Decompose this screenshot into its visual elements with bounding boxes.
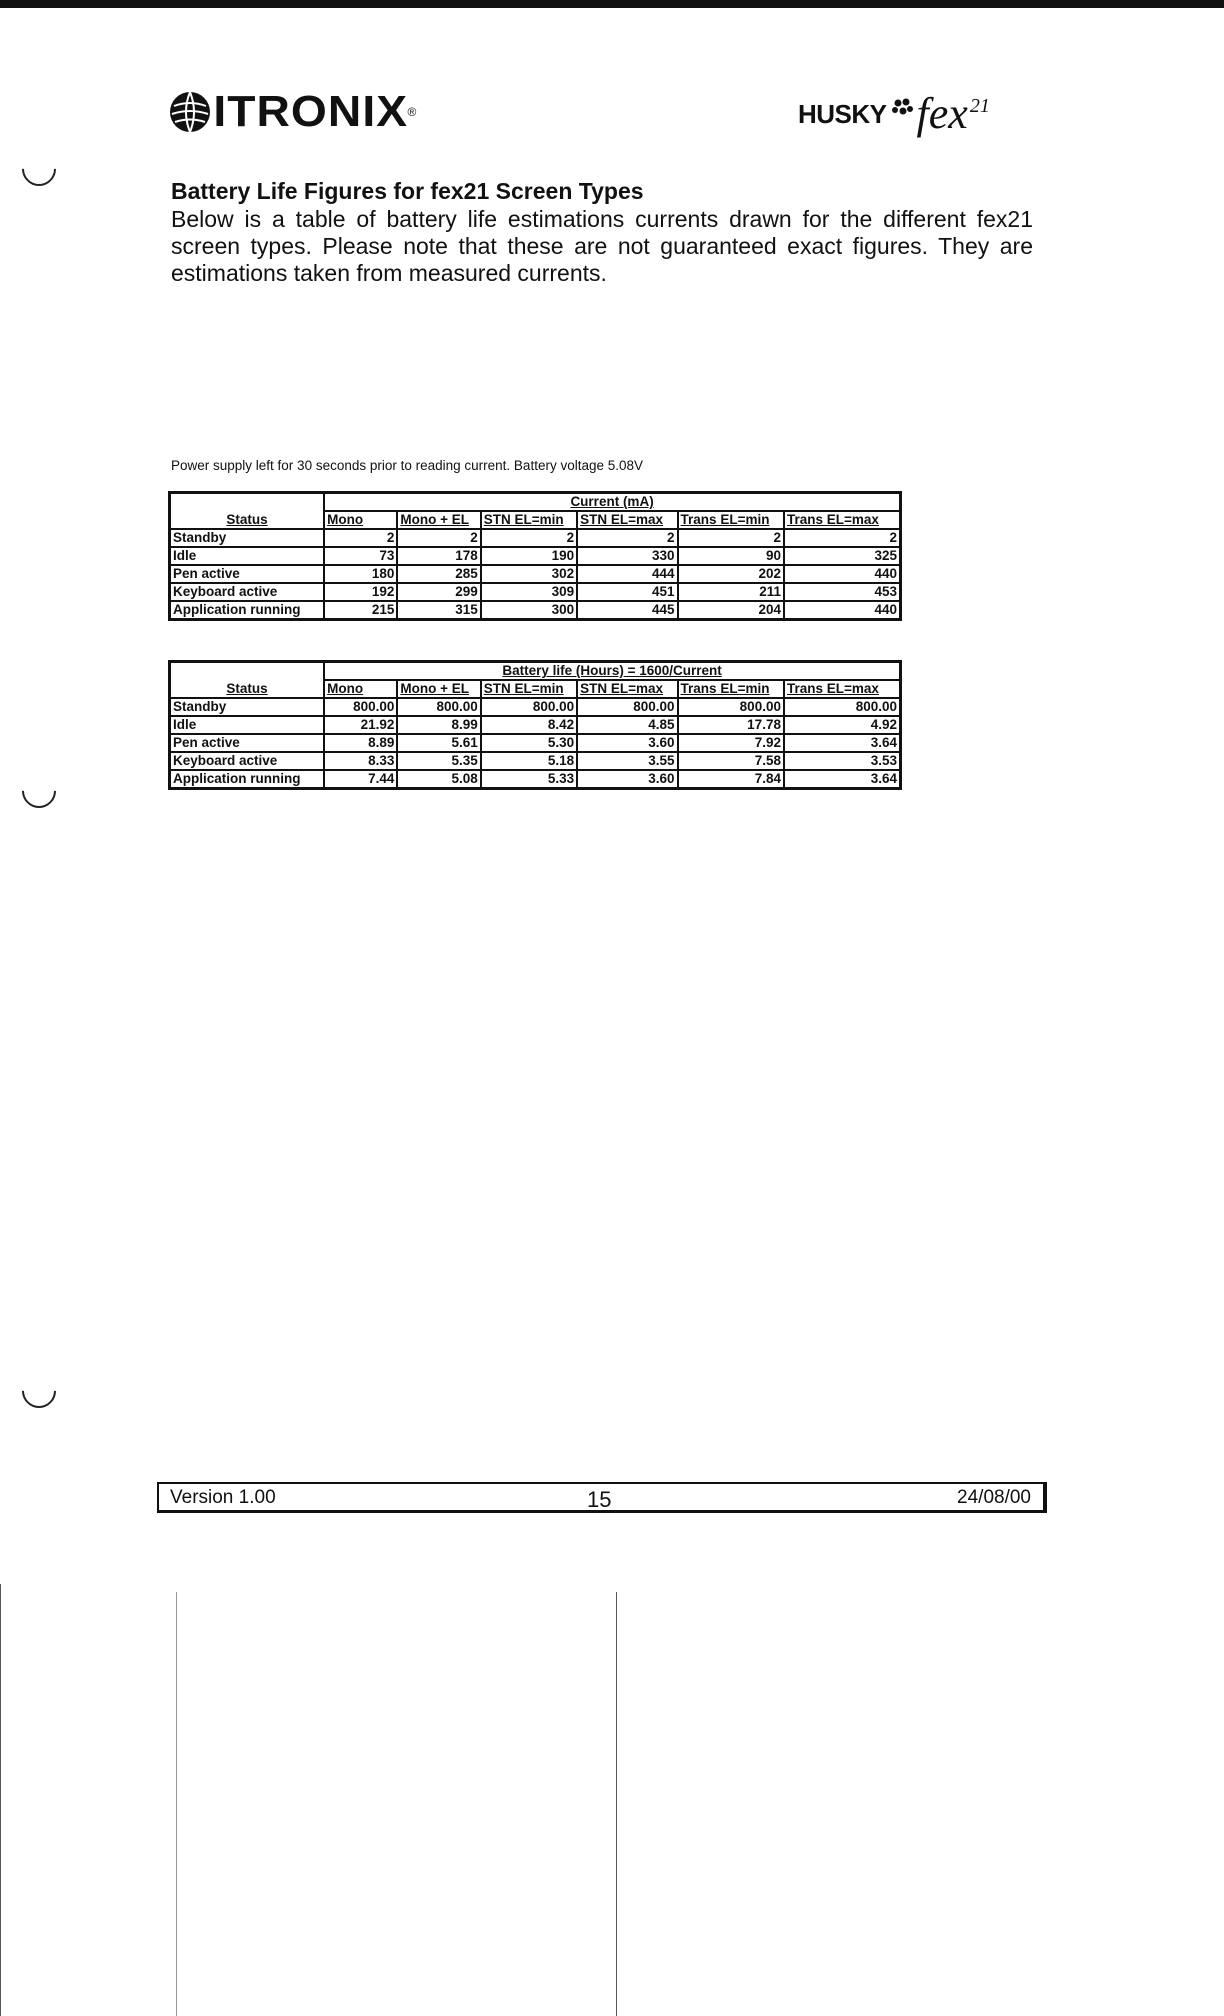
cell-value: 90 xyxy=(678,547,784,565)
cell-value: 800.00 xyxy=(397,698,480,716)
page-footer xyxy=(157,1482,1047,1513)
cell-value: 192 xyxy=(324,583,397,601)
cell-value: 330 xyxy=(577,547,677,565)
cell-value: 5.18 xyxy=(481,752,577,770)
table-row xyxy=(170,734,901,752)
cell-value: 4.92 xyxy=(784,716,901,734)
row-label: Keyboard active xyxy=(170,583,325,601)
fex-wordmark: fex xyxy=(916,89,968,138)
scan-edge-line xyxy=(176,1592,177,2016)
model-number: 21 xyxy=(969,95,990,117)
cell-value: 8.89 xyxy=(324,734,397,752)
cell-value: 211 xyxy=(678,583,784,601)
cell-value: 800.00 xyxy=(784,698,901,716)
scan-edge-line xyxy=(0,1584,1,2016)
cell-value: 2 xyxy=(397,529,480,547)
itronix-wordmark: ITRONIX xyxy=(213,87,409,136)
status-header: Status xyxy=(170,662,325,699)
cell-value: 800.00 xyxy=(577,698,677,716)
cell-value: 445 xyxy=(577,601,677,620)
registered-mark: ® xyxy=(407,105,417,119)
cell-value: 2 xyxy=(481,529,577,547)
cell-value: 3.53 xyxy=(784,752,901,770)
cell-value: 2 xyxy=(678,529,784,547)
version-label: Version 1.00 xyxy=(170,1487,276,1508)
cell-value: 800.00 xyxy=(481,698,577,716)
cell-value: 325 xyxy=(784,547,901,565)
table-row xyxy=(170,547,901,565)
cell-value: 302 xyxy=(481,565,577,583)
column-header: Trans EL=max xyxy=(784,511,901,529)
cell-value: 8.99 xyxy=(397,716,480,734)
cell-value: 800.00 xyxy=(324,698,397,716)
table-row xyxy=(170,716,901,734)
top-border-line xyxy=(0,0,1224,8)
cell-value: 17.78 xyxy=(678,716,784,734)
table-row xyxy=(170,601,901,620)
battery-life-table xyxy=(168,660,902,790)
page-number: 15 xyxy=(587,1487,612,1512)
husky-fex21-logo xyxy=(798,80,990,136)
cell-value: 800.00 xyxy=(678,698,784,716)
status-header: Status xyxy=(170,493,325,530)
cell-value: 202 xyxy=(678,565,784,583)
cell-value: 5.30 xyxy=(481,734,577,752)
cell-value: 3.64 xyxy=(784,734,901,752)
paw-print-icon xyxy=(889,94,915,120)
binder-hole-mark xyxy=(15,145,63,193)
cell-value: 299 xyxy=(397,583,480,601)
column-header: STN EL=min xyxy=(481,680,577,698)
row-label: Standby xyxy=(170,698,325,716)
cell-value: 7.92 xyxy=(678,734,784,752)
cell-value: 3.55 xyxy=(577,752,677,770)
cell-value: 178 xyxy=(397,547,480,565)
cell-value: 440 xyxy=(784,601,901,620)
cell-value: 204 xyxy=(678,601,784,620)
table-row xyxy=(170,529,901,547)
cell-value: 7.84 xyxy=(678,770,784,789)
cell-value: 300 xyxy=(481,601,577,620)
cell-value: 4.85 xyxy=(577,716,677,734)
group-header: Battery life (Hours) = 1600/Current xyxy=(324,662,900,681)
column-header: Mono + EL xyxy=(397,680,480,698)
cell-value: 190 xyxy=(481,547,577,565)
cell-value: 215 xyxy=(324,601,397,620)
cell-value: 5.61 xyxy=(397,734,480,752)
column-header: Mono xyxy=(324,511,397,529)
binder-hole-mark xyxy=(15,1367,63,1415)
table-row xyxy=(170,770,901,789)
itronix-logo xyxy=(168,84,416,140)
cell-value: 3.60 xyxy=(577,770,677,789)
cell-value: 444 xyxy=(577,565,677,583)
column-header: Trans EL=min xyxy=(678,511,784,529)
table-row xyxy=(170,583,901,601)
footer-date: 24/08/00 xyxy=(957,1487,1031,1508)
cell-value: 309 xyxy=(481,583,577,601)
scan-edge-line xyxy=(616,1592,617,2016)
cell-value: 8.33 xyxy=(324,752,397,770)
table-row xyxy=(170,698,901,716)
group-header: Current (mA) xyxy=(324,493,900,512)
cell-value: 5.08 xyxy=(397,770,480,789)
row-label: Application running xyxy=(170,770,325,789)
cell-value: 451 xyxy=(577,583,677,601)
cell-value: 2 xyxy=(784,529,901,547)
cell-value: 453 xyxy=(784,583,901,601)
section-heading: Battery Life Figures for fex21 Screen Types xyxy=(171,178,644,204)
cell-value: 7.44 xyxy=(324,770,397,789)
cell-value: 8.42 xyxy=(481,716,577,734)
cell-value: 440 xyxy=(784,565,901,583)
column-header: Trans EL=min xyxy=(678,680,784,698)
column-header: STN EL=max xyxy=(577,511,677,529)
globe-icon xyxy=(168,90,212,134)
cell-value: 2 xyxy=(577,529,677,547)
row-label: Standby xyxy=(170,529,325,547)
cell-value: 180 xyxy=(324,565,397,583)
cell-value: 3.60 xyxy=(577,734,677,752)
cell-value: 7.58 xyxy=(678,752,784,770)
measurement-note: Power supply left for 30 seconds prior to reading current. Battery voltage 5.08V xyxy=(171,458,644,473)
row-label: Keyboard active xyxy=(170,752,325,770)
cell-value: 5.33 xyxy=(481,770,577,789)
cell-value: 21.92 xyxy=(324,716,397,734)
column-header: STN EL=max xyxy=(577,680,677,698)
cell-value: 2 xyxy=(324,529,397,547)
column-header: Mono xyxy=(324,680,397,698)
cell-value: 73 xyxy=(324,547,397,565)
row-label: Pen active xyxy=(170,565,325,583)
husky-wordmark: HUSKY xyxy=(798,99,887,129)
column-header: Trans EL=max xyxy=(784,680,901,698)
intro-paragraph: Below is a table of battery life estimations currents drawn for the different fex21 screen types. Please note that these are not guaranteed exact figures. They are estimations taken from measured currents. xyxy=(171,206,1033,286)
row-label: Idle xyxy=(170,716,325,734)
cell-value: 5.35 xyxy=(397,752,480,770)
current-table xyxy=(168,491,902,621)
column-header: Mono + EL xyxy=(397,511,480,529)
binder-hole-mark xyxy=(15,767,63,815)
row-label: Idle xyxy=(170,547,325,565)
cell-value: 3.64 xyxy=(784,770,901,789)
column-header: STN EL=min xyxy=(481,511,577,529)
table-row xyxy=(170,752,901,770)
cell-value: 285 xyxy=(397,565,480,583)
table-row xyxy=(170,565,901,583)
row-label: Application running xyxy=(170,601,325,620)
row-label: Pen active xyxy=(170,734,325,752)
cell-value: 315 xyxy=(397,601,480,620)
